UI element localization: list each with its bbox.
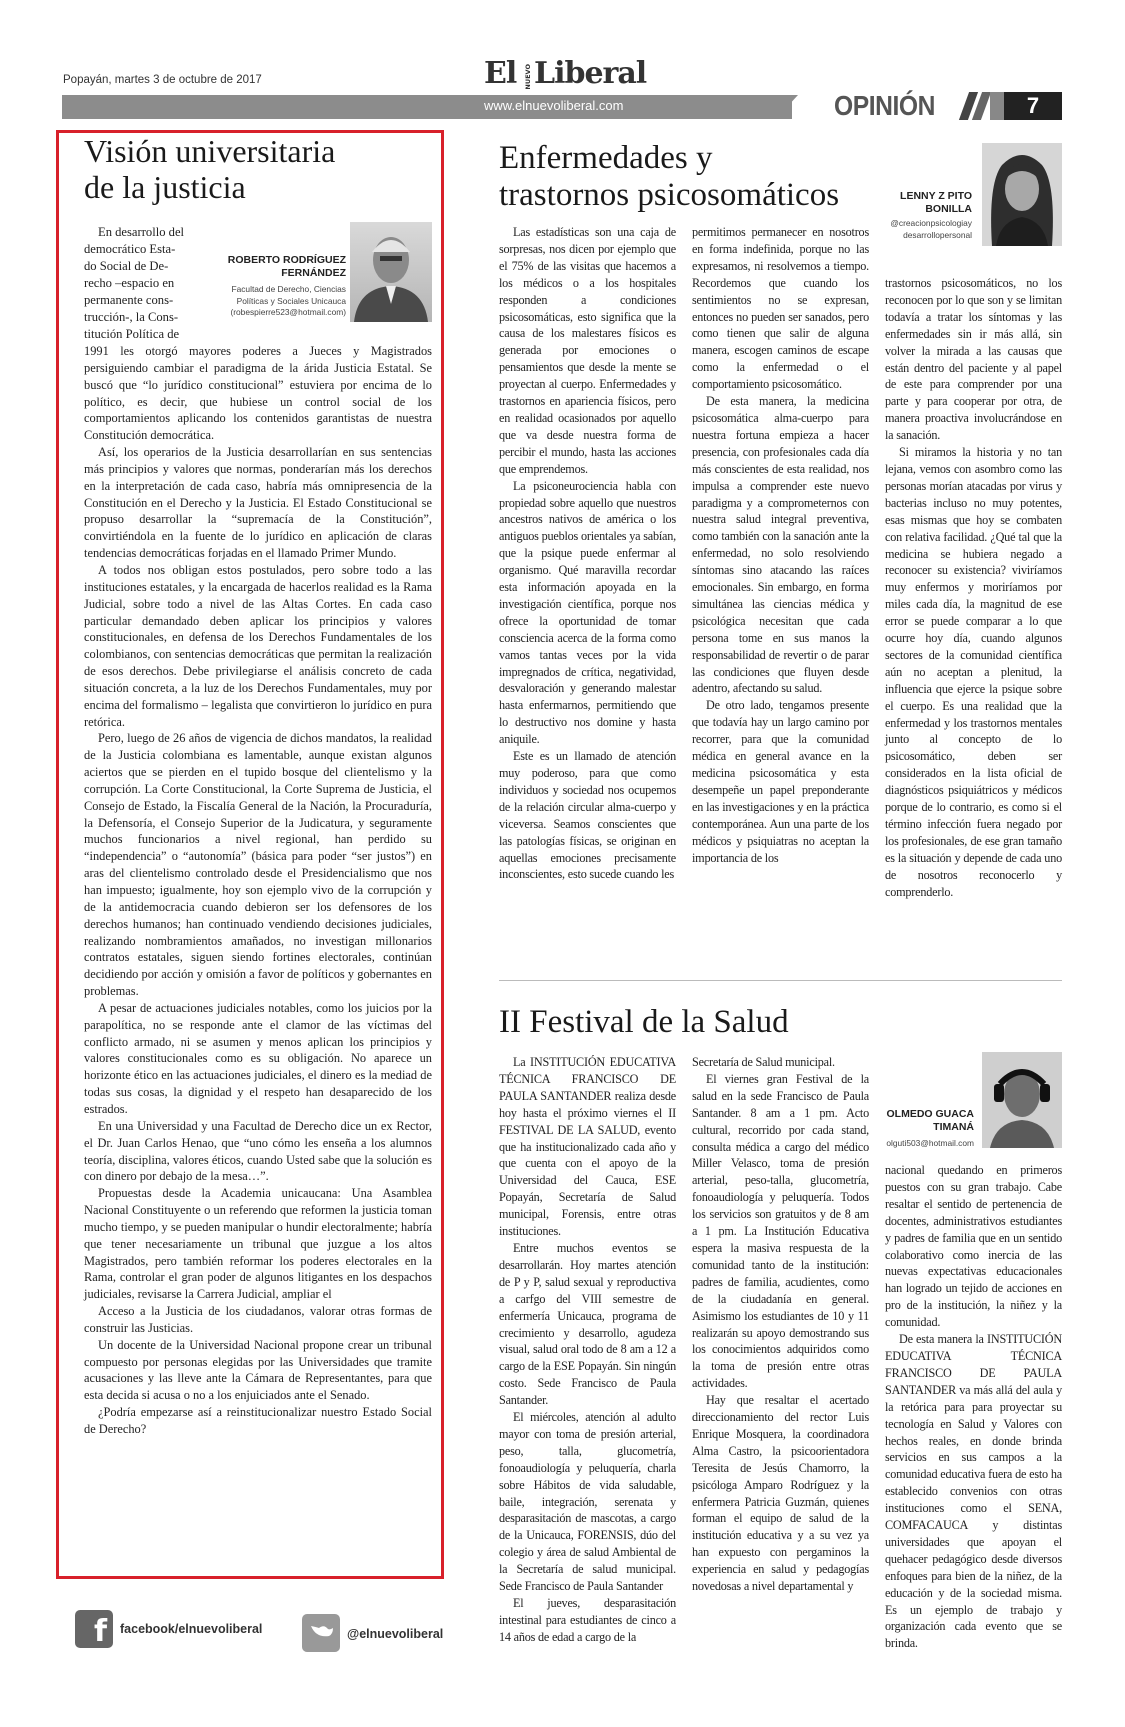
author-name-line2: FERNÁNDEZ xyxy=(281,267,346,279)
facebook-icon-glyph: f xyxy=(93,1614,107,1648)
article2-title xyxy=(499,140,899,214)
article2-col1 xyxy=(499,224,676,883)
article1-paragraph: 1991 les otorgó mayores poderes a Jueces y Magistrados persiguiendo cambiar el paradigma de la árida Justicia Estatal. Se buscó que “lo jurídico constitucional” estuviera por encima de lo político, es decir, que hubiese un control social de los comportamientos aplicando los contenidos garantistas de nuestra Constitución democrática. xyxy=(84,344,432,443)
author-email[interactable]: (robespierre523@hotmail.com) xyxy=(230,307,346,317)
article3-author-name xyxy=(870,1108,974,1134)
section-divider xyxy=(499,980,1062,981)
section-stripes xyxy=(964,92,1004,120)
article1-paragraph: ¿Podría empezarse así a reinstitucionalizar nuestro Estado Social de Derecho? xyxy=(84,1405,432,1436)
article2-title-line2: trastornos psicosomáticos xyxy=(499,176,840,213)
intro-line: democrático Esta- xyxy=(84,242,176,256)
article3-paragraph: nacional quedando en primeros puestos con su gran trabajo. Cabe resaltar el sentido de pertenencia de docentes, administrativos estudiantes y padres de familia que en un sentido colaborativo como inercia de las nuevas expectativas educacionales han logrado un tejido de acciones en pro de la institución, la niñez y la comunidad. xyxy=(885,1163,1062,1330)
author-handle-line2[interactable]: desarrollopersonal xyxy=(903,229,972,240)
header-bar xyxy=(62,95,792,119)
article3-col1 xyxy=(499,1054,676,1646)
article2-paragraph: Si miramos la historia y no tan lejana, vemos con asombro como las personas morían atacadas por virus y bacterias incluso no muy potentes, esas mismas que hoy se combaten con relativa facilidad. ¿Qué tal que la medicina se hubiera negado a reconocer su existencia? viviríamos muy enfermos y moriríamos por miles cada día, la magnitud de ese error se puede comparar a lo que ocurre hoy día, cuando algunos sectores de la comunidad científica aún no aceptan a plenitud, la influencia que ejerce la psique sobre el cuerpo. Es una realidad que la enfermedad y los trastornos mentales junto al concepto de lo psicosomático, deben ser considerados en la lista oficial de diagnósticos psiquiátricos y médicos porque de lo contrario, es como si el término infección fuera negado por los profesionales, de ese gran tamaño es la situación y depende de cada uno de nosotros reconocerlo y comprenderlo. xyxy=(885,445,1062,899)
logo-el: El xyxy=(484,56,517,91)
article2-author-name xyxy=(880,190,972,216)
article3-paragraph: El viernes gran Festival de la salud en la sede Francisco de Paula Santander. 8 am a 1 pm. Acto cultural, recorrido por cada stand, consulta médica a cargo del médico Miller Velasco, toma de presión arterial, peso-talla, glucometría, fonoaudiología y peluquería. Todos los servicios son gratuitos y de 8 am a 1 pm. La Institución Educativa espera la masiva respuesta de la comunidad tanto de la institución: padres de familia, acudientes, como de la ciudadanía en general. Asimismo los estudiantes de 10 y 11 realizarán su apoyo demostrando sus los conocimientos adquiridos como la toma de presión entre otras actividades. xyxy=(692,1071,869,1391)
article1-title xyxy=(84,134,434,206)
article1-body xyxy=(84,343,432,1438)
author-photo xyxy=(982,1052,1062,1148)
article3-col2 xyxy=(692,1054,869,1595)
masthead-logo[interactable] xyxy=(484,56,647,94)
article3-author-email[interactable]: olguti503@hotmail.com xyxy=(886,1138,974,1148)
date-line: Popayán, martes 3 de octubre de 2017 xyxy=(63,74,262,86)
article1-intro xyxy=(84,224,204,343)
intro-line: permanente cons- xyxy=(84,293,174,307)
author-name-line1: OLMEDO GUACA xyxy=(886,1108,974,1120)
article3-paragraph: Entre muchos eventos se desarrollarán. Hoy martes atención de P y P, salud sexual y reproductiva a carfgo del VIII semestre de enfermería Unicauca, programa de crecimiento y desarrollo, agudeza visual, salud oral todo de 8 am a 12 a cargo de la ESE Popayán. Sin ningún costo. Sede Francisco de Paula Santander. xyxy=(499,1240,676,1408)
website-url[interactable]: www.elnuevoliberal.com xyxy=(484,98,624,113)
article1-paragraph: A todos nos obligan estos postulados, pero sobre todo a las instituciones estatales, y la encargada de hacerlos realidad es la Rama Judicial, sobre todo a nivel de las Altas Cortes. En cada caso particular demandado deben aplicar los principios y valores constitucionales, en defensa de los Derechos Fundamentales de los colombianos, con sentencias democráticas que permitan la realización de esos derechos. Debe privilegiarse el análisis concreto de cada situación concreta, a la luz de los Derechos Fundamentales, muy por encima del formalismo – legalista que convirtieron lo jurídico en pura retórica. xyxy=(84,562,432,729)
twitter-handle: @elnuevoliberal xyxy=(347,1627,444,1641)
header-bar-tail xyxy=(776,95,798,119)
facebook-handle: facebook/elnuevoliberal xyxy=(120,1622,263,1636)
article3-title: II Festival de la Salud xyxy=(499,1004,789,1040)
logo-nuevo: NUEVO xyxy=(524,64,532,90)
intro-line: titución Política de xyxy=(84,327,180,341)
article1-paragraph: A pesar de actuaciones judiciales notables, como los juicios por la parapolítica, no se responde ante el clamor de las víctimas del conflicto armado, ni se asumen y menos aplican los principios y valores constitucionales como es su obligación. No aparece un horizonte ético en las actuaciones judiciales, el dinero es la mediad de todas sus cosas, la dignidad y el respeto han desaparecido de los estrados. xyxy=(84,1000,432,1116)
article1-paragraph: Pero, luego de 26 años de vigencia de dichos mandatos, la realidad de la Justicia colombiana es lamentable, aunque existan algunos aciertos que se pierden en el tupido bosque del clientelismo y la corrupción. La Corte Constitucional, la Corte Suprema de Justicia, el Consejo de Estado, la Fiscalía General de la Nación, la Procuraduría, la Defensoría, el Consejo Superior de la Judicatura, y seguramente muchos funcionarios a nivel regional, han perdido su “independencia” o “autonomía” (básica para poder “ser justos”) en aras del clientelismo controlado desde el Presidencialismo que nos han impuesto; igualmente, hoy son ejemplo vivo de la corrupción y de la antidemocracia cuando debieron ser los defensores de los derechos humanos; han continuado vendiendo decisiones judiciales, realizando nombramientos amañados, no investigan millonarios contratos estatales, siguen siendo fortines electorales, continúan decidiendo por acción y omisión a favor de políticos y gobernantes en problemas. xyxy=(84,731,432,999)
intro-line: do Social de De- xyxy=(84,259,169,273)
article3-paragraph: De esta manera la INSTITUCIÓN EDUCATIVA TÉCNICA FRANCISCO DE PAULA SANTANDER va más allá del aula y la retórica para para proyectar su tecnología en Salud y Valores con hechos reales, en donde brinda servicios en sus campos a la comunidad educativa fuera de esto ha establecido convenios con otras instituciones como el SENA, COMFACAUCA y distintas universidades que apoyan el quehacer pedagógico desde diversos enfoques para bien de la niñez, de la educación y de la sociedad misma. Es un ejemplo de trabajo y organización cada evento que se brinda. xyxy=(885,1332,1062,1651)
intro-line: En desarrollo del xyxy=(98,225,185,239)
article2-paragraph: De otro lado, tengamos presente que todavía hay un largo camino por recorrer, para que la comunidad médica en general avance en la medicina psicosomática y esta desempeñe un papel preponderante en las investigaciones y en la práctica contemporánea. Aun una parte de los médicos y psiquiatras no aceptan la importancia de los xyxy=(692,698,869,865)
author-name-line2: TIMANÁ xyxy=(933,1121,974,1133)
article1-paragraph: Propuestas desde la Academia unicaucana: Una Asamblea Nacional Constituyente o un referendo que reformen la justicia toman mucho tiempo, y se pueden manipular o hundir electoralmente; habría que tener necesariamente un tribunal que juzgue a los altos Magistrados, pero también reformar los poderes electorales en la Rama, controlar el gran poder de algunos litigantes en los despachos judiciales, revisarse la Carrera Judicial, ampliar el xyxy=(84,1186,432,1302)
author-name-line1: LENNY Z PITO xyxy=(900,190,972,202)
author-photo xyxy=(350,222,432,322)
article2-author-handle xyxy=(870,218,972,241)
section-label: OPINIÓN xyxy=(834,90,935,121)
page-number: 7 xyxy=(1004,92,1062,120)
article1-paragraph: Así, los operarios de la Justicia desarrollarían en sus sentencias más principios y valores que normas, ponderarían más los derechos en la interpretación de cada caso, habría más omnipresencia de la Constitución en el Derecho y la Justicia. El Estado Constitucional se propuso desarrollar la “supremacía de la Constitución”, convirtiéndola en la fuente de lo jurídico en aplicación de claras tendencias democráticas forjadas en el llamado Primer Mundo. xyxy=(84,445,432,561)
article1-author-name xyxy=(226,254,346,280)
twitter-icon xyxy=(302,1614,340,1652)
author-name-line1: ROBERTO RODRÍGUEZ xyxy=(227,254,346,266)
article3-paragraph: Secretaría de Salud municipal. xyxy=(692,1055,835,1069)
intro-line: recho –espacio en xyxy=(84,276,175,290)
article2-paragraph: La psiconeurociencia habla con propiedad sobre aquello que nuestros ancestros nativos de américa o los antiguos pueblos orientales ya sabían, que la psique puede enfermar al organismo. Qué maravilla recordar esta información apoyada en la investigación científica, porque nos ofrece la oportunidad de tomar consciencia acerca de la forma como vamos tantas veces por la vida impregnados de crítica, negatividad, desvaloración y generando malestar hasta enfermarnos, permitiendo que lo destructivo nos domine y hasta aniquile. xyxy=(499,478,676,747)
author-photo xyxy=(982,143,1062,246)
article1-paragraph: Un docente de la Universidad Nacional propone crear un tribunal compuesto por personas elegidas por las Universidades que tramite acusaciones y las lleve ante la Cámara de Representantes, para que esta decida si acusa o no a los enjuiciados ante el Senado. xyxy=(84,1337,432,1403)
article1-author-role xyxy=(216,284,346,319)
author-handle-line1[interactable]: @creacionpsicologiay xyxy=(890,218,972,228)
article2-col3 xyxy=(885,275,1062,901)
article3-col3 xyxy=(885,1162,1062,1652)
author-role-line1: Facultad de Derecho, Ciencias xyxy=(231,284,346,294)
article3-paragraph: El jueves, desparasitación intestinal para estudiantes de cinco a 14 años de edad a cargo de la xyxy=(499,1596,676,1644)
article2-paragraph: Este es un llamado de atención muy poderoso, para que como individuos y sociedad nos ocupemos de la relación circular alma-cuerpo y viceversa. Seamos conscientes que las patologías físicas, se originan en aquellas emociones precisamente inconscientes, esto sucede cuando les xyxy=(499,749,676,882)
article1-author-block xyxy=(226,222,432,322)
article1-title-line1: Visión universitaria xyxy=(84,133,336,169)
article2-title-line1: Enfermedades y xyxy=(499,140,713,176)
article2-col2 xyxy=(692,224,869,866)
article3-paragraph: El miércoles, atención al adulto mayor con toma de presión arterial, peso, talla, glucometría, fonoaudiología y peluquería, charla sobre Hábitos de vida saludable, baile, integración, serenata y desparasitación de mascotas, a cargo de la Unicauca, FORENSIS, dúo del colegio y área de salud Ambiental de la Secretaría de salud municipal. Sede Francisco de Paula Santander xyxy=(499,1410,676,1594)
article1-paragraph: En una Universidad y una Facultad de Derecho dice un ex Rector, el Dr. Juan Carlos Henao, que “uno cómo les enseña a los alumnos teoría, disciplina, valores éticos, cuando Usted sabe que la solución es con dinero por debajo de la mesa…”. xyxy=(84,1118,432,1184)
article2-paragraph: trastornos psicosomáticos, no los reconocen por lo que son y se limitan todavía a tratar los síntomas y las enfermedades sin ir más allá, sin volver la mirada a las causas que están dentro del paciente y al papel de este para comprender por una parte y para cooperar por otra, de manera proactiva involucrándose en la sanación. xyxy=(885,276,1062,443)
facebook-icon xyxy=(75,1610,113,1648)
author-name-line2: BONILLA xyxy=(925,203,972,215)
article1-title-line2: de la justicia xyxy=(84,168,246,205)
article2-paragraph: permitimos permanecer en nosotros en forma indefinida, porque no las expresamos, ni resolvemos a tiempo. Recordemos que cuando los sentimientos no se expresan, entonces no pueden ser sanados, pero como tienen que salir de alguna manera, escogen caminos de escape como la enfermedad o el comportamiento psicosomático. xyxy=(692,225,869,392)
article2-paragraph: Las estadísticas son una caja de sorpresas, nos dicen por ejemplo que el 75% de las visitas que hacemos a los médicos o a los hospitales responden a condiciones psicosomáticas, esto significa que la causa de los malestares físicos es generada por emociones o pensamientos que desde la mente se proyectan al cuerpo. Enfermedades y trastornos en apariencia físicos, pero en realidad ocasionados por aquello que va desde nuestra forma de percibir el mundo, hasta las acciones que emprendemos. xyxy=(499,225,676,476)
article3-paragraph: Hay que resaltar el acertado direccionamiento del rector Luis Enrique Mosquera, la coordinadora Alma Castro, la psicoorientadora Teresita de Jesús Chamorro, la psicóloga Amparo Rodríguez y la enfermera Patricia Guzmán, quienes forman el equipo de salud de la institución educativa y a su vez ya han expuesto con pergaminos la experiencia en salud y pedagogías novedosas a nivel departamental y xyxy=(692,1393,869,1594)
author-role-line2: Políticas y Sociales Unicauca xyxy=(236,295,346,306)
article3-paragraph: La INSTITUCIÓN EDUCATIVA TÉCNICA FRANCISCO DE PAULA SANTANDER realiza desde hoy hasta el próximo viernes el II FESTIVAL DE LA SALUD, evento que ha institucionalizado cada año y que cuenta con el apoyo de la Universidad del Cauca, ESE Popayán, Secretaría de Salud municipal, Forensis, entre otras instituciones. xyxy=(499,1055,676,1239)
article2-paragraph: De esta manera, la medicina psicosomática alma-cuerpo para nuestra fortuna empieza a hacer presencia, con profesionales cada día más conscientes de esta realidad, nos impulsa a comprender este nuevo paradigma y a comprometernos con nuestra salud integral preventiva, como también con la sanación ante la enfermedad, no solo resolviendo síntomas sino atacando las raíces emocionales. Sin embargo, en forma simultánea las ciencias médica y psicológica necesitan que cada persona tome en sus manos la responsabilidad de revertir o de parar las condiciones que fluyen desde adentro, afectando su salud. xyxy=(692,394,869,696)
intro-line: trucción-, la Cons- xyxy=(84,310,179,324)
article1-paragraph: Acceso a la Justicia de los ciudadanos, valorar otras formas de construir las Justicias. xyxy=(84,1304,432,1335)
logo-liberal: Liberal xyxy=(534,56,647,91)
